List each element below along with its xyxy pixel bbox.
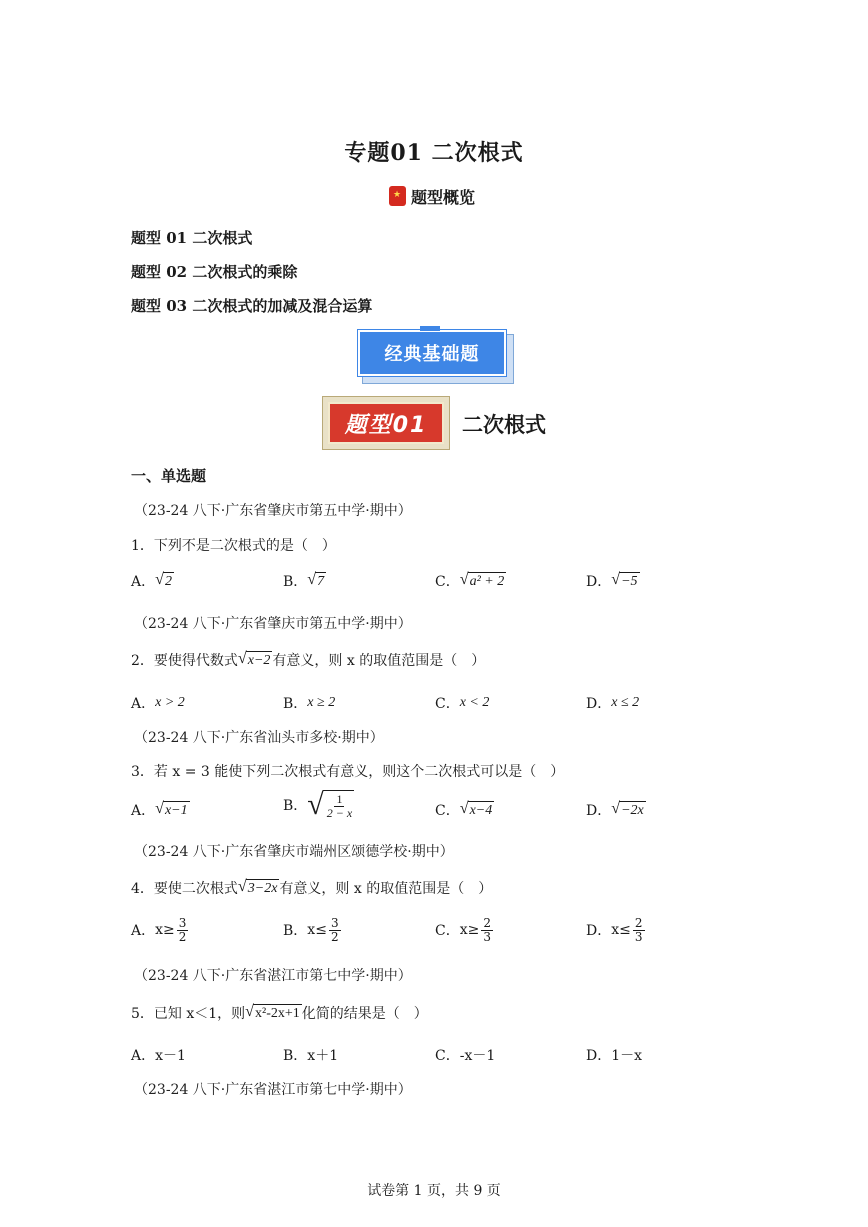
- question-source: （23-24 八下·广东省湛江市第七中学·期中）: [134, 968, 412, 984]
- type-badge: [322, 396, 450, 450]
- option-b: B． √ $\frac{1}{2 - x}$: [283, 788, 353, 821]
- section-heading: 一、单选题: [131, 467, 207, 485]
- overview-label: 题型概览: [411, 187, 476, 207]
- option-d: D． x≤ $\frac{2}{3}$: [586, 916, 643, 944]
- question-source: （23-24 八下·广东省肇庆市端州区颂德学校·期中）: [134, 844, 454, 860]
- book-icon: [389, 186, 406, 206]
- option-d: D． x ≤ 2: [586, 695, 640, 712]
- option-d: D． 1－x: [586, 1048, 643, 1064]
- question-stem: 1．下列不是二次根式的是（ ）: [131, 538, 336, 554]
- question-stem: 4．要使二次根式 √ 3−2x 有意义，则 x 的取值范围是（ ）: [131, 878, 493, 897]
- option-b: B． √ 7: [283, 571, 325, 590]
- option-a: A． x－1: [131, 1048, 186, 1064]
- option-d: D． √ −5: [586, 571, 638, 590]
- option-a: A． √ x−1: [131, 800, 188, 819]
- page-footer: 试卷第 1 页，共 9 页: [367, 1183, 501, 1199]
- option-a: A． x≥ $\frac{3}{2}$: [131, 916, 187, 944]
- question-source: （23-24 八下·广东省肇庆市第五中学·期中）: [134, 616, 412, 632]
- option-c: C． -x－1: [435, 1048, 496, 1064]
- question-stem: 2．要使得代数式 √ x−2 有意义，则 x 的取值范围是（ ）: [131, 650, 486, 669]
- toc-item-3: 题型 03 二次根式的加减及混合运算: [131, 297, 373, 315]
- question-source: （23-24 八下·广东省湛江市第七中学·期中）: [134, 1082, 412, 1098]
- option-c: C． √ a² + 2: [435, 571, 505, 590]
- option-b: B． x ≥ 2: [283, 695, 336, 712]
- option-a: A． √ 2: [131, 571, 172, 590]
- banner-label: 经典基础题: [384, 344, 480, 365]
- type-badge-label: 题型01: [344, 412, 428, 438]
- option-c: C． x < 2: [435, 695, 490, 712]
- page-title: 专题01 二次根式: [344, 140, 524, 166]
- option-b: B． x＋1: [283, 1048, 339, 1064]
- type-title: 二次根式: [462, 413, 546, 437]
- overview-header: [389, 184, 475, 208]
- question-source: （23-24 八下·广东省汕头市多校·期中）: [134, 730, 384, 746]
- question-stem: 3．若 x = 3 能使下列二次根式有意义，则这个二次根式可以是（ ）: [131, 764, 565, 780]
- toc-item-2: 题型 02 二次根式的乘除: [131, 263, 298, 281]
- option-a: A． x > 2: [131, 695, 185, 712]
- option-c: C． x≥ $\frac{2}{3}$: [435, 916, 491, 944]
- question-stem: 5．已知 x＜1，则 √ x²-2x+1 化简的结果是（ ）: [131, 1003, 428, 1022]
- option-b: B． x≤ $\frac{3}{2}$: [283, 916, 339, 944]
- basic-questions-banner: [356, 328, 515, 385]
- question-source: （23-24 八下·广东省肇庆市第五中学·期中）: [134, 503, 412, 519]
- option-d: D． √ −2x: [586, 800, 644, 819]
- option-c: C． √ x−4: [435, 800, 493, 819]
- toc-item-1: 题型 01 二次根式: [131, 229, 253, 247]
